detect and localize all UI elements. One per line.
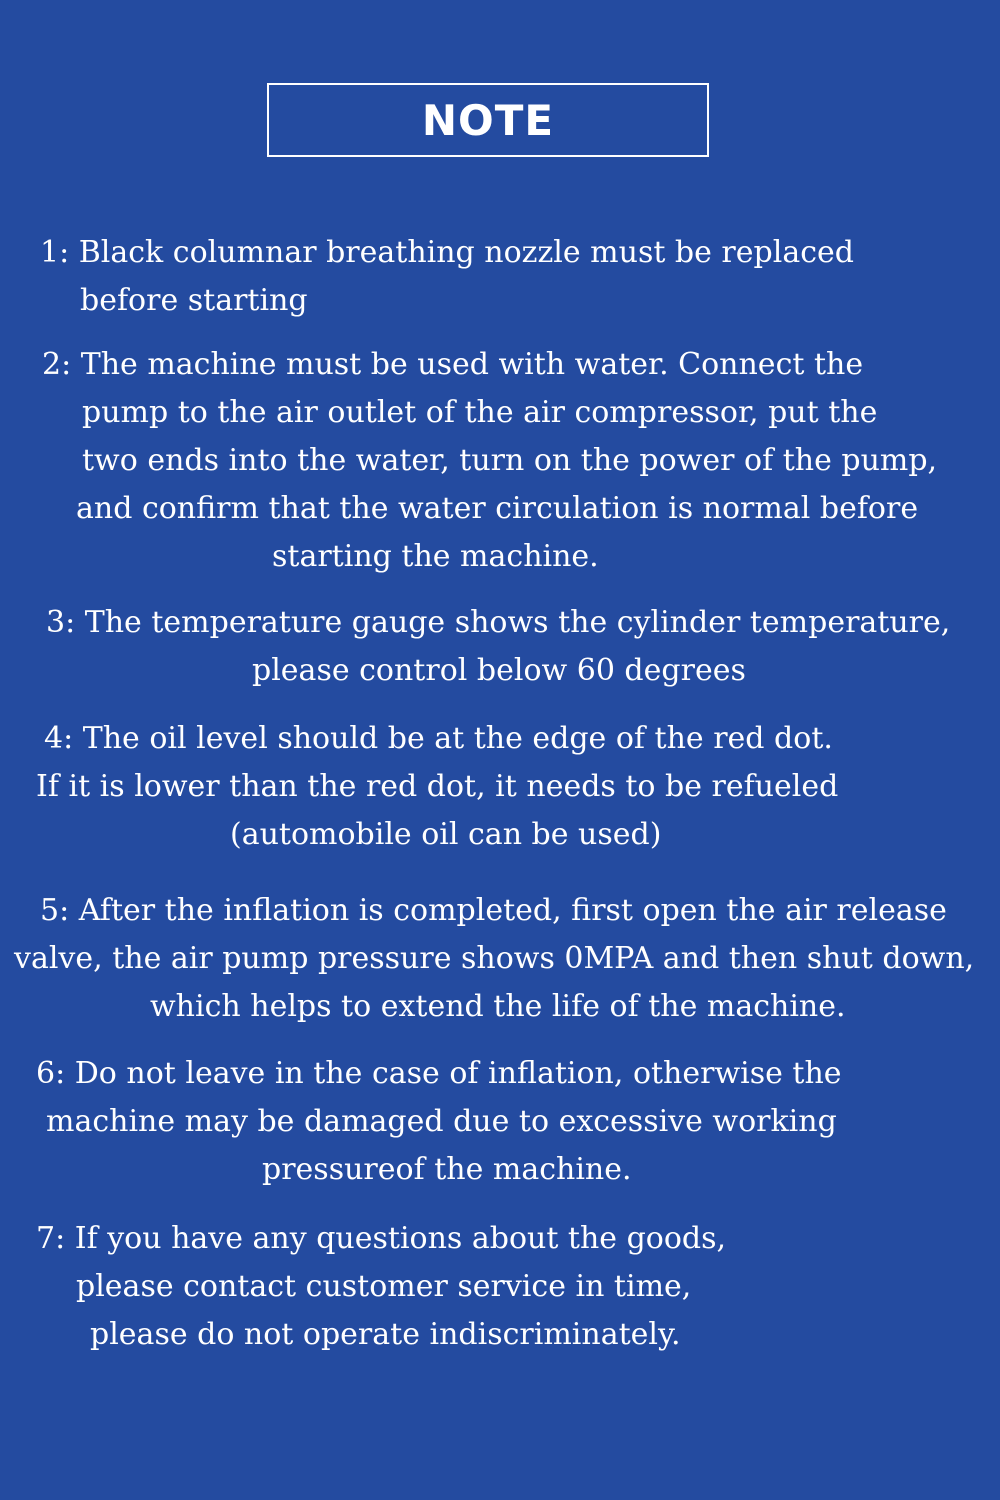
note-7-line-3: please do not operate indiscriminately. [90,1317,681,1352]
note-3-line-2: please control below 60 degrees [252,653,746,688]
note-1-line-2: before starting [80,283,308,318]
note-7-line-2: please contact customer service in time, [76,1269,692,1304]
note-5-line-1: 5: After the inflation is completed, first open the air release [40,893,947,928]
note-2-line-2: pump to the air outlet of the air compressor, put the [82,395,878,430]
note-6-line-3: pressureof the machine. [262,1152,632,1187]
title-box [267,83,709,157]
note-2-line-5: starting the machine. [272,539,599,574]
note-5-line-2: valve, the air pump pressure shows 0MPA and then shut down, [14,941,975,976]
note-4-line-3: (automobile oil can be used) [230,817,662,852]
note-4-line-2: If it is lower than the red dot, it needs to be refueled [36,769,839,804]
note-2-line-4: and confirm that the water circulation is normal before [76,491,919,526]
note-6-line-1: 6: Do not leave in the case of inflation, otherwise the [36,1056,842,1091]
note-7-line-1: 7: If you have any questions about the goods, [36,1221,727,1256]
note-5-line-3: which helps to extend the life of the machine. [150,989,846,1024]
note-2-line-3: two ends into the water, turn on the power of the pump, [82,443,938,478]
note-2-line-1: 2: The machine must be used with water. Connect the [42,347,864,382]
note-4-line-1: 4: The oil level should be at the edge of the red dot. [44,721,833,756]
page-title: NOTE [421,96,555,145]
note-1-line-1: 1: Black columnar breathing nozzle must be replaced [40,235,854,270]
note-6-line-2: machine may be damaged due to excessive working [46,1104,837,1139]
note-3-line-1: 3: The temperature gauge shows the cylinder temperature, [46,605,951,640]
